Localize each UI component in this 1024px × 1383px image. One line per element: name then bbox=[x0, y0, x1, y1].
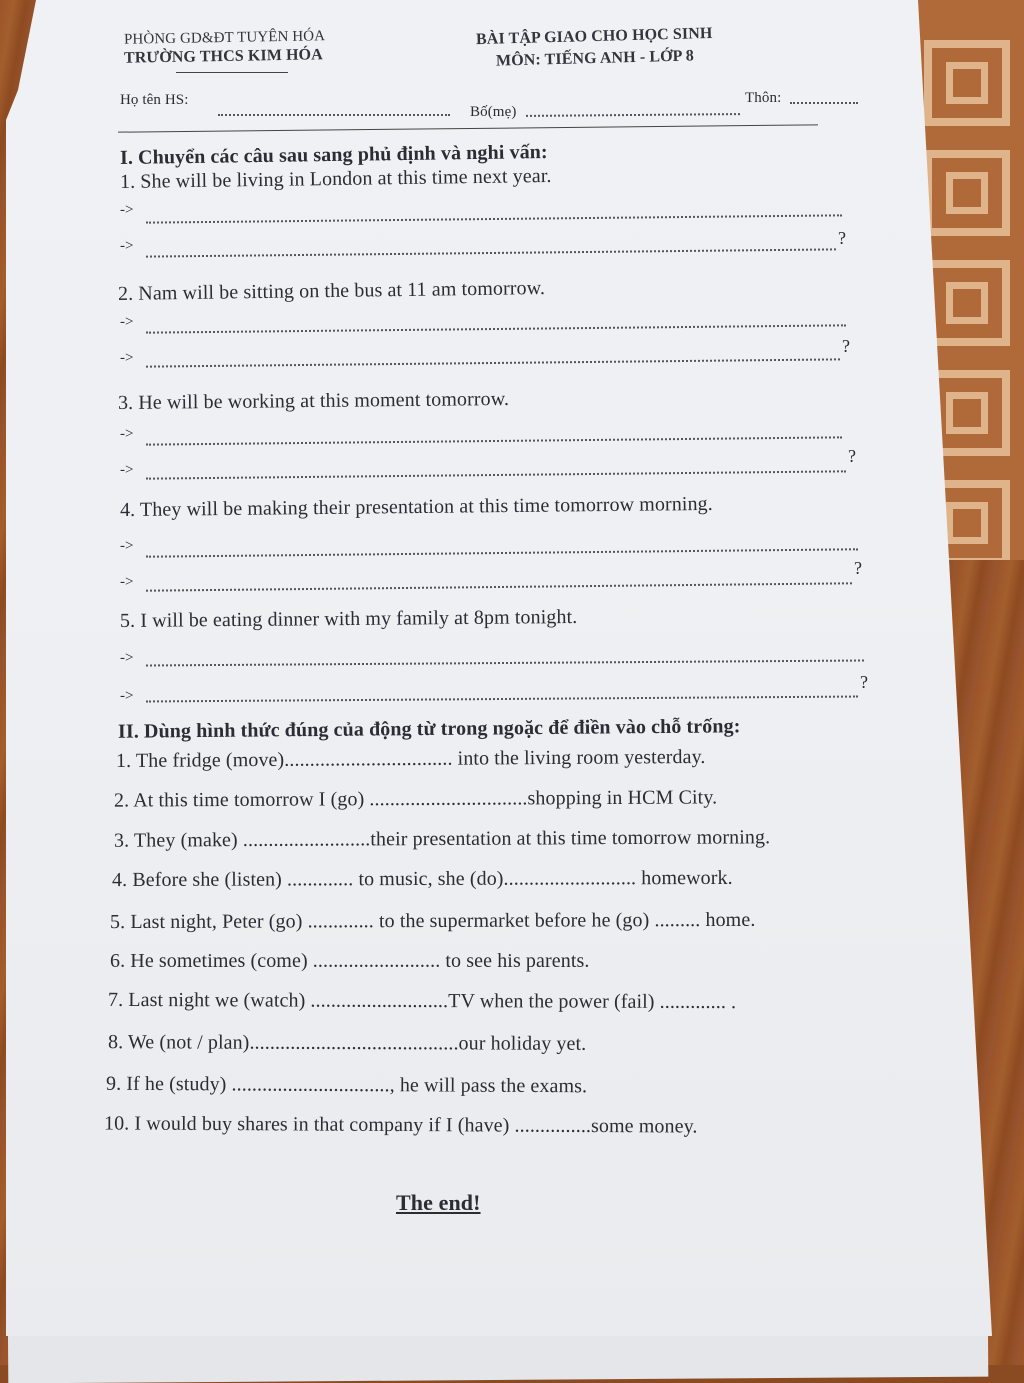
student-name-field[interactable] bbox=[218, 114, 450, 116]
s2-item-4: 4. Before she (listen) ............. to music, she (do).......................... homework. bbox=[111, 866, 733, 892]
question-mark: ? bbox=[842, 336, 850, 356]
s2-item-1: 1. The fridge (move)................................. into the living room yesterday. bbox=[115, 745, 706, 773]
question-mark: ? bbox=[860, 672, 868, 692]
school-name: TRƯỜNG THCS KIM HÓA bbox=[123, 46, 323, 67]
village-field[interactable] bbox=[790, 102, 858, 104]
s1-arrow: -> bbox=[120, 350, 134, 366]
s1-sentence-3: 3. He will be working at this moment tomorrow. bbox=[117, 387, 510, 415]
s2-item-2: 2. At this time tomorrow I (go) ...............................shopping in HCM City. bbox=[113, 786, 718, 812]
question-mark: ? bbox=[838, 228, 846, 248]
s1-arrow: -> bbox=[120, 650, 134, 666]
s1-arrow: -> bbox=[120, 426, 134, 442]
s2-item-3: 3. They (make) .........................their presentation at this time tomorrow morning. bbox=[113, 826, 771, 852]
s1-arrow: -> bbox=[120, 574, 134, 590]
section1-heading: I. Chuyển các câu sau sang phủ định và nghi vấn: bbox=[119, 141, 548, 169]
question-mark: ? bbox=[854, 558, 862, 578]
s1-sentence-4: 4. They will be making their presentation at this time tomorrow morning. bbox=[119, 492, 713, 522]
worksheet-subject: MÔN: TIẾNG ANH - LỚP 8 bbox=[495, 47, 695, 70]
s1-arrow: -> bbox=[120, 688, 134, 704]
s2-item-6: 6. He sometimes (come) ......................... to see his parents. bbox=[110, 950, 590, 972]
s2-item-10: 10. I would buy shares in that company if I (have) ...............some money. bbox=[103, 1112, 698, 1138]
student-name-label: Họ tên HS: bbox=[120, 92, 189, 108]
question-mark: ? bbox=[848, 446, 856, 466]
s1-arrow: -> bbox=[120, 462, 134, 478]
s1-arrow: -> bbox=[120, 238, 134, 254]
s1-sentence-1: 1. She will be living in London at this time next year. bbox=[119, 164, 552, 194]
s1-sentence-5: 5. I will be eating dinner with my family at 8pm tonight. bbox=[119, 606, 578, 632]
s2-item-9: 9. If he (study) ..............................., he will pass the exams. bbox=[105, 1072, 588, 1098]
the-end-footer: The end! bbox=[396, 1190, 481, 1215]
s1-arrow: -> bbox=[120, 202, 134, 218]
school-underline bbox=[176, 72, 288, 73]
s1-sentence-2: 2. Nam will be sitting on the bus at 11 am tomorrow. bbox=[117, 277, 546, 305]
s1-arrow: -> bbox=[120, 314, 134, 330]
department-name: PHÒNG GD&ĐT TUYÊN HÓA bbox=[123, 28, 326, 48]
worksheet-title: BÀI TẬP GIAO CHO HỌC SINH bbox=[475, 24, 713, 49]
parent-label: Bố(mẹ) bbox=[470, 104, 517, 120]
s2-item-5: 5. Last night, Peter (go) ............. to the supermarket before he (go) ......... home. bbox=[109, 908, 756, 934]
section2-heading: II. Dùng hình thức đúng của động từ trong ngoặc để điền vào chỗ trống: bbox=[117, 715, 741, 743]
s1-arrow: -> bbox=[120, 538, 134, 554]
s2-item-7: 7. Last night we (watch) ...........................TV when the power (fail) ............. . bbox=[107, 988, 737, 1014]
s2-item-8: 8. We (not / plan).........................................our holiday yet. bbox=[107, 1031, 587, 1055]
village-label: Thôn: bbox=[745, 90, 782, 106]
